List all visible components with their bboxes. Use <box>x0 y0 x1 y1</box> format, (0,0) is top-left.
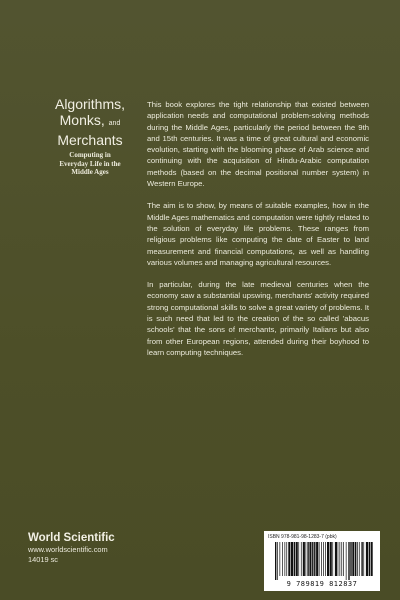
barcode-bar <box>325 542 326 576</box>
isbn-label: ISBN 978-981-98-1283-7 (pbk) <box>268 534 337 540</box>
barcode-bar <box>359 542 360 576</box>
barcode-bar <box>307 542 308 576</box>
barcode-bar <box>298 542 299 576</box>
barcode-digits: 9 789819 812837 <box>286 580 358 588</box>
barcode-bar <box>309 542 311 576</box>
barcode-bar <box>306 542 307 576</box>
title-line-2-word: Monks, <box>59 112 105 128</box>
barcode-bar <box>369 542 370 576</box>
blurb-paragraph-3: In particular, during the late medieval centuries when the economy saw a substantial upswing, merchants' activity required strong computational skills to solve a great variety of problems. It is such need that led to the creation of the so called 'abacus schools' that the sons of merchants, primarily Italians but also from other European regions, attended during their boyhood to learn computing techniques. <box>147 280 369 357</box>
blurb-paragraph-1: This book explores the tight relationship that existed between application needs and computational problem-solving methods during the Middle Ages, particularly the period between the 9th and 15th centuries. It was a time of great cultural and economic evolution, starting with the blooming phase of Arab science and continuing with the acquisition of Hindu-Arabic computation methods (based on the decimal positional number system) in Western Europe. <box>147 100 369 189</box>
publisher-block <box>28 532 208 565</box>
barcode-bar <box>321 542 322 576</box>
barcode-bar <box>330 542 332 576</box>
blurb-paragraph-2: The aim is to show, by means of suitable examples, how in the Middle Ages mathematics and computation were tightly related to the solution of everyday life problems. These ranges from religious problems like computing the date of Easter to land measurement and financial computations, as well as handling various volumes and managing agricultural resources. <box>147 201 369 267</box>
barcode-bar <box>335 542 337 576</box>
barcode-bar <box>366 542 368 576</box>
barcode-bar <box>363 542 364 576</box>
barcode-bar <box>348 542 349 580</box>
barcode-bar <box>288 542 290 576</box>
barcode-bar <box>286 542 287 576</box>
barcode-bar <box>282 542 283 576</box>
barcode-bar <box>332 542 333 576</box>
barcode-bar <box>338 542 339 576</box>
barcode-bar <box>355 542 356 576</box>
barcode-bar <box>275 542 276 580</box>
barcode-bar <box>285 542 286 576</box>
barcode-bar <box>301 542 302 576</box>
barcode-bars <box>274 542 374 580</box>
barcode-bar <box>343 542 344 576</box>
barcode-bar <box>371 542 373 576</box>
barcode-bar <box>312 542 313 576</box>
publisher-url: www.worldscientific.com <box>28 545 108 554</box>
book-title <box>35 96 145 148</box>
subtitle-line-1: Computing in <box>69 151 111 159</box>
subtitle-line-2: Everyday Life in the <box>59 159 121 168</box>
barcode-bar <box>352 542 354 576</box>
barcode-bar <box>323 542 324 576</box>
barcode-bar <box>357 542 358 576</box>
publisher-code: 14019 sc <box>28 555 58 564</box>
barcode-bar <box>316 542 318 576</box>
barcode-bar <box>327 542 329 576</box>
barcode-bar <box>280 542 281 576</box>
barcode-bar <box>314 542 315 576</box>
barcode-bar <box>346 542 347 580</box>
book-subtitle <box>35 151 145 177</box>
book-blurb <box>147 99 369 369</box>
barcode-bar <box>361 542 362 576</box>
barcode-bar <box>350 542 351 576</box>
barcode <box>264 531 380 591</box>
title-line-2-small: and <box>108 120 121 127</box>
barcode-bar <box>291 542 293 576</box>
subtitle-line-3: Middle Ages <box>71 168 109 176</box>
barcode-bar <box>296 542 298 576</box>
barcode-bar <box>277 542 278 580</box>
publisher-name: World Scientific <box>28 532 115 544</box>
title-block <box>35 96 145 177</box>
barcode-bar <box>303 542 305 576</box>
title-line-3: Merchants <box>57 132 123 148</box>
barcode-bar <box>294 542 295 576</box>
title-line-1: Algorithms, <box>54 96 126 112</box>
barcode-bar <box>341 542 342 576</box>
title-line-2 <box>35 112 145 132</box>
barcode-bar <box>319 542 320 576</box>
barcode-bar <box>340 542 341 576</box>
